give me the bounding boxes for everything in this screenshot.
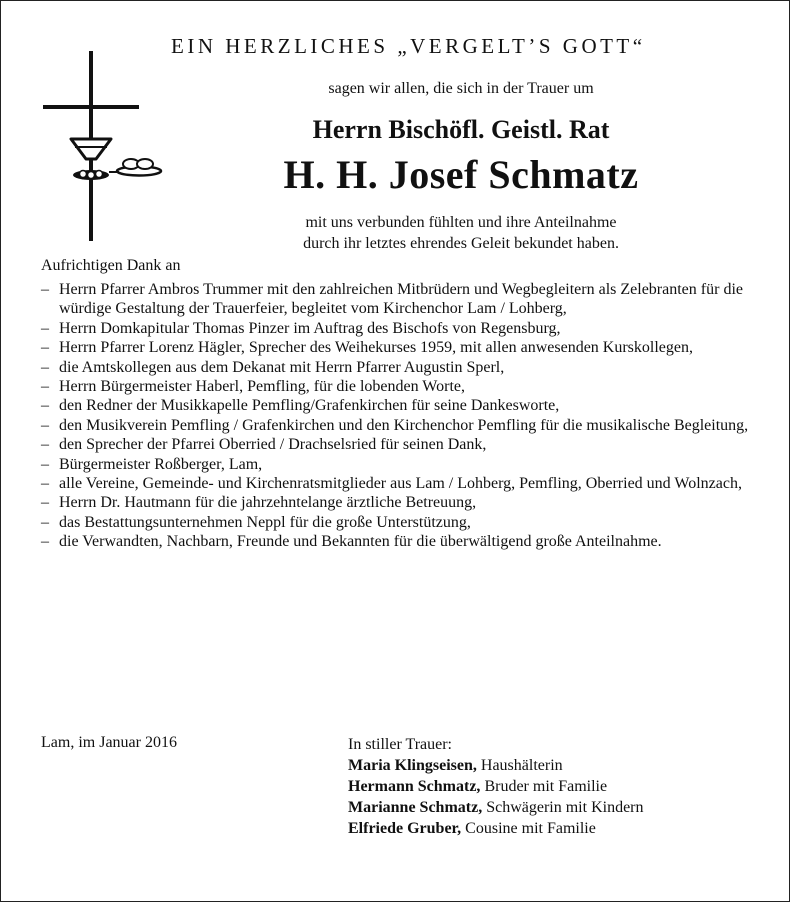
mourners-block [348, 734, 644, 839]
mourner-relation: Haushälterin [480, 757, 563, 774]
list-item: – alle Vereine, Gemeinde- und Kirchenratsmitglieder aus Lam / Lohberg, Pemfling, Oberried und Wolnzach, [41, 474, 756, 493]
mourner-entry [348, 776, 644, 797]
list-item: – die Verwandten, Nachbarn, Freunde und Bekannten für die überwältigend große Anteilnahme. [41, 532, 756, 551]
list-item: – den Redner der Musikkapelle Pemfling/Grafenkirchen für seine Dankesworte, [41, 396, 756, 415]
list-item: – Herrn Pfarrer Ambros Trummer mit den zahlreichen Mitbrüdern und Wegbegleitern als Zelebranten für die würdige Gestaltung der Trauerfeier, begleitet vom Kirchenchor Lam / Lohberg, [41, 280, 756, 319]
mourners-intro: In stiller Trauer: [348, 736, 452, 753]
intro-line: sagen wir allen, die sich in der Trauer um [328, 80, 594, 97]
mourner-name: Hermann Schmatz, [348, 778, 481, 795]
header-title: EIN HERZLICHES „VERGELT’S GOTT“ [171, 34, 646, 58]
closing-line-2: durch ihr letztes ehrendes Geleit bekundet haben. [303, 235, 619, 252]
list-item: – den Musikverein Pemfling / Grafenkirchen und den Kirchenchor Pemfling für die musikalische Begleitung, [41, 416, 756, 435]
mourner-entry [348, 755, 644, 776]
place-date: Lam, im Januar 2016 [41, 734, 177, 751]
list-item: – Herrn Pfarrer Lorenz Hägler, Sprecher des Weihekurses 1959, mit allen anwesenden Kurskollegen, [41, 338, 756, 357]
list-item: – Herrn Bürgermeister Haberl, Pemfling, für die lobenden Worte, [41, 377, 756, 396]
list-item: – Herrn Dr. Hautmann für die jahrzehntelange ärztliche Betreuung, [41, 493, 756, 512]
closing-line-1: mit uns verbunden fühlten und ihre Anteilnahme [305, 214, 617, 231]
list-item: – Bürgermeister Roßberger, Lam, [41, 455, 756, 474]
mourner-name: Maria Klingseisen, [348, 757, 477, 774]
mourner-name: Marianne Schmatz, [348, 799, 483, 816]
list-item: – das Bestattungsunternehmen Neppl für die große Unterstützung, [41, 513, 756, 532]
deceased-name: H. H. Josef Schmatz [283, 152, 639, 197]
list-item: – die Amtskollegen aus dem Dekanat mit Herrn Pfarrer Augustin Sperl, [41, 358, 756, 377]
mourner-relation: Cousine mit Familie [465, 820, 596, 837]
thanks-list [41, 280, 756, 552]
list-item: – Herrn Domkapitular Thomas Pinzer im Auftrag des Bischofs von Regensburg, [41, 319, 756, 338]
mourner-entry [348, 797, 644, 818]
mourner-relation: Bruder mit Familie [484, 778, 608, 795]
list-item: – den Sprecher der Pfarrei Oberried / Drachselsried für seinen Dank, [41, 435, 756, 454]
mourner-entry [348, 818, 644, 839]
honorific-title: Herrn Bischöfl. Geistl. Rat [312, 115, 610, 144]
thanks-intro: Aufrichtigen Dank an [41, 257, 181, 274]
mourner-relation: Schwägerin mit Kindern [486, 799, 644, 816]
mourner-name: Elfriede Gruber, [348, 820, 462, 837]
cross-chalice-icon [41, 51, 181, 241]
